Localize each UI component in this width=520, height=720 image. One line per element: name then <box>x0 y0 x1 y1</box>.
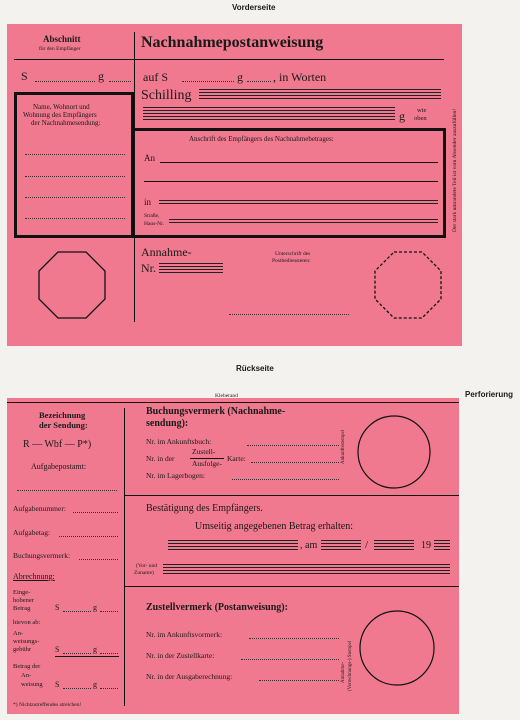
strasse-label: Straße, <box>144 213 160 219</box>
annahme-label: Annahme- <box>141 245 192 259</box>
zustellvermerk-label: Zustellvermerk (Postanweisung): <box>146 602 288 613</box>
oben-label: oben <box>414 115 427 122</box>
recipient-field-2[interactable] <box>25 176 125 177</box>
nr-lagerbogen-field[interactable] <box>232 479 339 480</box>
nr-karte-field[interactable] <box>251 462 339 463</box>
eingehoben-g-label: g <box>93 603 97 612</box>
recipient-field-1[interactable] <box>25 154 125 155</box>
recipient-box-line-1: Name, Wohnort und <box>33 103 90 111</box>
stub-g-field[interactable] <box>109 81 131 82</box>
nr-label: Nr. <box>141 261 156 275</box>
recipient-field-3[interactable] <box>25 197 125 198</box>
anweisung-2: weisungs- <box>13 638 40 645</box>
an-field[interactable] <box>160 162 438 163</box>
ausfolge-label: Ausfolge- <box>192 459 222 468</box>
betrag-g-label: g <box>93 680 97 689</box>
recipient-field-4[interactable] <box>25 218 125 219</box>
form-title: Nachnahmepostanweisung <box>141 34 324 51</box>
stub-s-label: S <box>21 69 28 83</box>
amount-prefix: auf S <box>143 70 168 84</box>
bezeichnung-1: Bezeichnung <box>39 410 86 420</box>
vor-zuname-1: (Vor- und <box>136 563 158 569</box>
wie-label: wie <box>417 107 427 114</box>
aufgabenummer-label: Aufgabenummer: <box>13 504 66 513</box>
front-side-label: Vorderseite <box>232 3 276 12</box>
aufgabenummer-field[interactable] <box>73 512 118 513</box>
schilling-words-field[interactable] <box>199 89 441 101</box>
g-label: g <box>399 109 405 123</box>
in-field[interactable] <box>159 200 438 206</box>
bezeichnung-2: der Sendung: <box>39 420 88 430</box>
eingehoben-s-label: S <box>55 603 60 612</box>
year-label: 19 <box>421 540 431 551</box>
in-label: in <box>144 197 152 207</box>
aufgabetag-field[interactable] <box>59 536 118 537</box>
street-field[interactable] <box>169 219 438 225</box>
abrechnung-label: Abrechnung: <box>13 572 55 581</box>
stamp-octagon-right <box>373 250 443 320</box>
gebuehr-g-label: g <box>93 645 97 654</box>
schilling-label: Schilling <box>141 88 192 103</box>
nr-ankunftsbuch-label: Nr. im Ankunftsbuch: <box>146 437 212 446</box>
stamp-octagon-left <box>37 250 107 320</box>
signature-field[interactable] <box>229 314 349 315</box>
anweisung-1: An- <box>13 630 24 637</box>
buchungs-title-2: sendung): <box>146 418 189 429</box>
stempel-label-1: Annahme- <box>341 661 346 683</box>
eingehobener-1: Einge- <box>13 589 31 596</box>
address-heading: Anschrift des Empfängers des Nachnahmebetrages: <box>189 135 334 143</box>
shipment-codes[interactable]: R — Wbf — P*) <box>23 439 92 450</box>
gebuehr-s-label: S <box>55 645 60 654</box>
kleberand-label: Kleberand <box>215 393 238 399</box>
bestaetigung-label: Bestätigung des Empfängers. <box>146 503 263 514</box>
umseitig-label: Umseitig angegebenen Betrag erhalten: <box>195 521 353 532</box>
betrag-s-label: S <box>55 680 60 689</box>
in-words-label: , in Worten <box>273 70 327 84</box>
back-card <box>7 393 459 714</box>
betrag-g-field[interactable] <box>100 688 118 689</box>
nr-lagerbogen-label: Nr. im Lagerbogen: <box>146 471 205 480</box>
arrival-stamp-circle <box>355 413 433 491</box>
front-card <box>7 24 462 346</box>
vor-zuname-2: Zuname) <box>134 570 154 576</box>
nr-ausgabe-field[interactable] <box>259 680 339 681</box>
date-month-field[interactable] <box>374 540 414 551</box>
betrag-der-3: weisung <box>21 681 43 688</box>
aufgabepostamt-label: Aufgabepostamt: <box>31 462 87 471</box>
buchungs-title-1: Buchungsvermerk (Nachnahme- <box>146 406 286 417</box>
buchungsvermerk-left-field[interactable] <box>79 559 118 560</box>
nr-zustellkarte-field[interactable] <box>241 659 339 660</box>
an-label: An <box>144 153 155 163</box>
stub-s-field[interactable] <box>35 81 95 82</box>
betrag-s-field[interactable] <box>63 688 91 689</box>
nr-ankunftsbuch-field[interactable] <box>247 445 339 446</box>
gebuehr-s-field[interactable] <box>63 653 91 654</box>
eingehobener-3: Betrag <box>13 605 31 612</box>
nr-in-der-label: Nr. in der <box>146 454 175 463</box>
aufgabepostamt-field[interactable] <box>17 490 117 491</box>
ankunftsstempel-label: Ankunftsstempel <box>341 429 346 464</box>
recipient-box-line-3: der Nachnahmesendung: <box>31 119 101 127</box>
eingehoben-g-field[interactable] <box>100 611 118 612</box>
stub-title: Abschnitt <box>43 34 81 44</box>
received-amount-field[interactable] <box>168 540 298 551</box>
nr-ankunftsvormerk-label: Nr. im Ankunftsvormerk: <box>146 630 223 639</box>
date-slash: / <box>365 539 369 551</box>
footnote: *) Nichtzutreffendes streichen! <box>13 702 82 708</box>
buchungsvermerk-left-label: Buchungsvermerk: <box>13 551 71 560</box>
hausnr-label: Haus-Nr. <box>144 221 165 227</box>
date-year-field[interactable] <box>434 540 450 551</box>
stempel-label-2: (Verrechnungs-) Stempel <box>348 640 353 691</box>
eingehobener-2: hobener <box>13 597 34 604</box>
hievon-label: hievon ab: <box>13 619 41 626</box>
amount-s-field[interactable] <box>182 81 234 82</box>
aufgabetag-label: Aufgabetag: <box>13 528 51 537</box>
stub-subtitle: für den Empfänger <box>39 46 81 52</box>
schilling-words-field-2[interactable] <box>143 107 395 120</box>
side-note: Der stark umrandete Teil ist vom Absender auszufüllen! <box>452 108 458 232</box>
gebuehr-g-field[interactable] <box>100 653 118 654</box>
annahme-nr-field[interactable] <box>159 263 223 274</box>
name-field[interactable] <box>163 564 450 575</box>
nr-ausgabe-label: Nr. in der Ausgaberechnung: <box>146 672 233 681</box>
back-side-label: Rückseite <box>236 364 274 373</box>
nr-zustellkarte-label: Nr. in der Zustellkarte: <box>146 651 215 660</box>
signature-label-1: Unterschrift des <box>275 251 311 257</box>
am-label: , am <box>300 540 318 551</box>
signature-label-2: Postbediensteten: <box>272 258 311 264</box>
karte-label: Karte: <box>227 454 246 463</box>
amount-g-label: g <box>237 70 243 84</box>
address-field-2[interactable] <box>144 181 438 182</box>
nr-ankunftsvormerk-field[interactable] <box>249 638 339 639</box>
recipient-box-line-2: Wohnung des Empfängers <box>23 111 97 119</box>
acceptance-stamp-circle <box>357 608 437 688</box>
amount-g-field[interactable] <box>247 81 271 82</box>
zustell-label: Zustell- <box>192 447 216 456</box>
eingehoben-s-field[interactable] <box>63 611 91 612</box>
anweisung-3: gebühr <box>13 646 32 653</box>
stub-g-label: g <box>98 69 104 83</box>
betrag-der-1: Betrag der <box>13 663 41 670</box>
betrag-der-2: An- <box>21 672 32 679</box>
perforation-label: Perforierung <box>465 390 514 399</box>
date-day-field[interactable] <box>321 540 361 551</box>
